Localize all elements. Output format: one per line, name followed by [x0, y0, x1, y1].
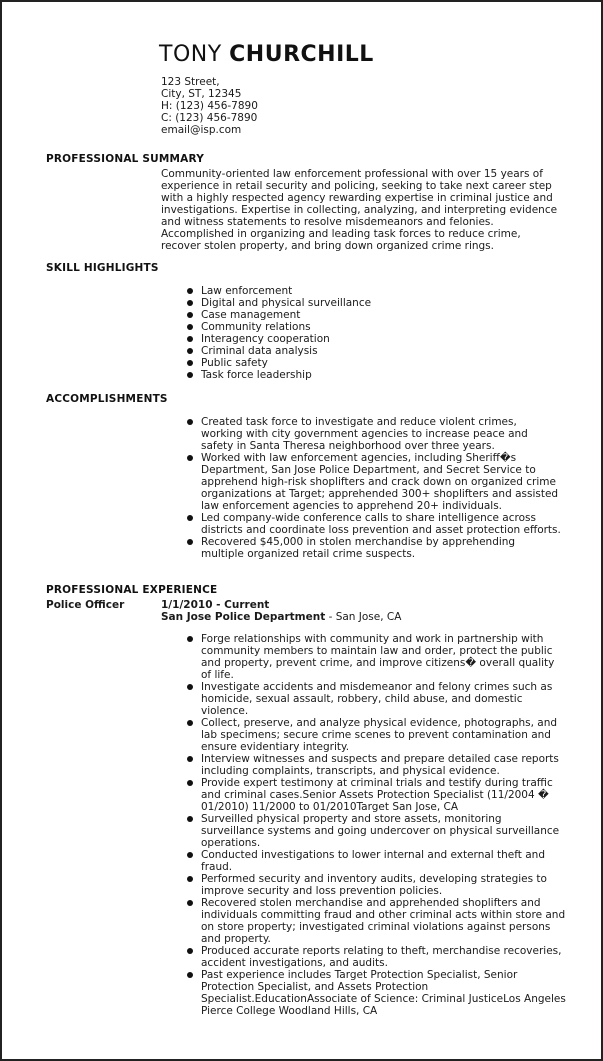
experience-item: Surveilled physical property and store assets, monitoring surveillance systems and going undercover on physical surveillance operations.	[201, 813, 566, 849]
cell-phone: C: (123) 456-7890	[161, 112, 258, 124]
skill-item: Case management	[201, 309, 561, 321]
skill-item: Law enforcement	[201, 285, 561, 297]
experience-item: Past experience includes Target Protection Specialist, Senior Protection Specialist, and Assets Protection Specialist.EducationAssociate of Science: Criminal JusticeLos Angeles Pierce College Woodland Hills, CA	[201, 969, 566, 1017]
skills-heading: SKILL HIGHLIGHTS	[46, 262, 159, 274]
skill-item: Digital and physical surveillance	[201, 297, 561, 309]
experience-item: Recovered stolen merchandise and apprehended shoplifters and individuals committing fraud and other criminal acts within store and on store property; investigated criminal violations against persons and property.	[201, 897, 566, 945]
email-address: email@isp.com	[161, 124, 242, 136]
summary-heading: PROFESSIONAL SUMMARY	[46, 153, 205, 165]
skill-item: Task force leadership	[201, 369, 561, 381]
summary-text: Community-oriented law enforcement professional with over 15 years of experience in retail security and policing, seeking to take next career step with a highly respected agency rewarding expertise in criminal justice and investigations. Expertise in collecting, analyzing, and interpreting evidence and witness statements to resolve misdemeanors and felonies. Accomplished in organizing and leading task forces to reduce crime, recover stolen property, and bring down organized crime rings.	[161, 168, 558, 252]
skills-list	[201, 285, 561, 381]
bullet-icon	[187, 312, 193, 318]
accomplishment-item: Recovered $45,000 in stolen merchandise by apprehending multiple organized retail crime suspects.	[201, 536, 561, 560]
bullet-icon	[187, 756, 193, 762]
address-line-1: 123 Street,	[161, 76, 220, 88]
bullet-icon	[187, 876, 193, 882]
bullet-icon	[187, 816, 193, 822]
bullet-icon	[187, 336, 193, 342]
experience-item: Produced accurate reports relating to theft, merchandise recoveries, accident investigations, and audits.	[201, 945, 566, 969]
bullet-icon	[187, 372, 193, 378]
bullet-icon	[187, 515, 193, 521]
bullet-icon	[187, 900, 193, 906]
bullet-icon	[187, 348, 193, 354]
experience-item: Conducted investigations to lower internal and external theft and fraud.	[201, 849, 566, 873]
bullet-icon	[187, 948, 193, 954]
company-name: San Jose Police Department	[161, 611, 326, 623]
bullet-icon	[187, 360, 193, 366]
bullet-icon	[187, 288, 193, 294]
first-name: TONY	[159, 42, 222, 67]
accomplishments-list	[201, 416, 561, 560]
experience-item: Forge relationships with community and work in partnership with community members to maintain law and order, protect the public and property, prevent crime, and improve citizens� overall quality of life.	[201, 633, 566, 681]
address-line-2: City, ST, 12345	[161, 88, 242, 100]
accomplishments-heading: ACCOMPLISHMENTS	[46, 393, 168, 405]
experience-item: Investigate accidents and misdemeanor and felony crimes such as homicide, sexual assault, robbery, child abuse, and domestic violence.	[201, 681, 566, 717]
bullet-icon	[187, 455, 193, 461]
contact-block	[161, 76, 258, 136]
experience-heading: PROFESSIONAL EXPERIENCE	[46, 584, 218, 596]
bullet-icon	[187, 419, 193, 425]
accomplishment-item: Created task force to investigate and reduce violent crimes, working with city government agencies to increase peace and safety in Santa Theresa neighborhood over three years.	[201, 416, 561, 452]
employer-line	[161, 611, 401, 623]
experience-item: Performed security and inventory audits, developing strategies to improve security and loss prevention policies.	[201, 873, 566, 897]
bullet-icon	[187, 972, 193, 978]
bullet-icon	[187, 684, 193, 690]
bullet-icon	[187, 780, 193, 786]
accomplishment-item: Led company-wide conference calls to share intelligence across districts and coordinate loss prevention and asset protection efforts.	[201, 512, 561, 536]
job-title: Police Officer	[46, 599, 125, 611]
bullet-icon	[187, 852, 193, 858]
experience-item: Interview witnesses and suspects and prepare detailed case reports including complaints, transcripts, and physical evidence.	[201, 753, 566, 777]
skill-item: Community relations	[201, 321, 561, 333]
job-dates: 1/1/2010 - Current	[161, 599, 270, 611]
bullet-icon	[187, 720, 193, 726]
experience-item: Provide expert testimony at criminal trials and testify during traffic and criminal cases.Senior Assets Protection Specialist (11/2004 � 01/2010) 11/2000 to 01/2010Target San Jose, CA	[201, 777, 566, 813]
skill-item: Public safety	[201, 357, 561, 369]
company-location: - San Jose, CA	[325, 611, 402, 623]
bullet-icon	[187, 300, 193, 306]
home-phone: H: (123) 456-7890	[161, 100, 258, 112]
last-name: CHURCHILL	[229, 42, 374, 67]
experience-item: Collect, preserve, and analyze physical evidence, photographs, and lab specimens; secure crime scenes to prevent contamination and ensure evidentiary integrity.	[201, 717, 566, 753]
candidate-name	[159, 42, 374, 67]
bullet-icon	[187, 324, 193, 330]
experience-bullets	[201, 633, 566, 1017]
accomplishment-item: Worked with law enforcement agencies, including Sheriff�s Department, San Jose Police Department, and Secret Service to apprehend high-risk shoplifters and crack down on organized crime organizations at Target; apprehended 300+ shoplifters and assisted law enforcement agencies to apprehend 20+ individuals.	[201, 452, 561, 512]
skill-item: Criminal data analysis	[201, 345, 561, 357]
bullet-icon	[187, 539, 193, 545]
skill-item: Interagency cooperation	[201, 333, 561, 345]
bullet-icon	[187, 636, 193, 642]
